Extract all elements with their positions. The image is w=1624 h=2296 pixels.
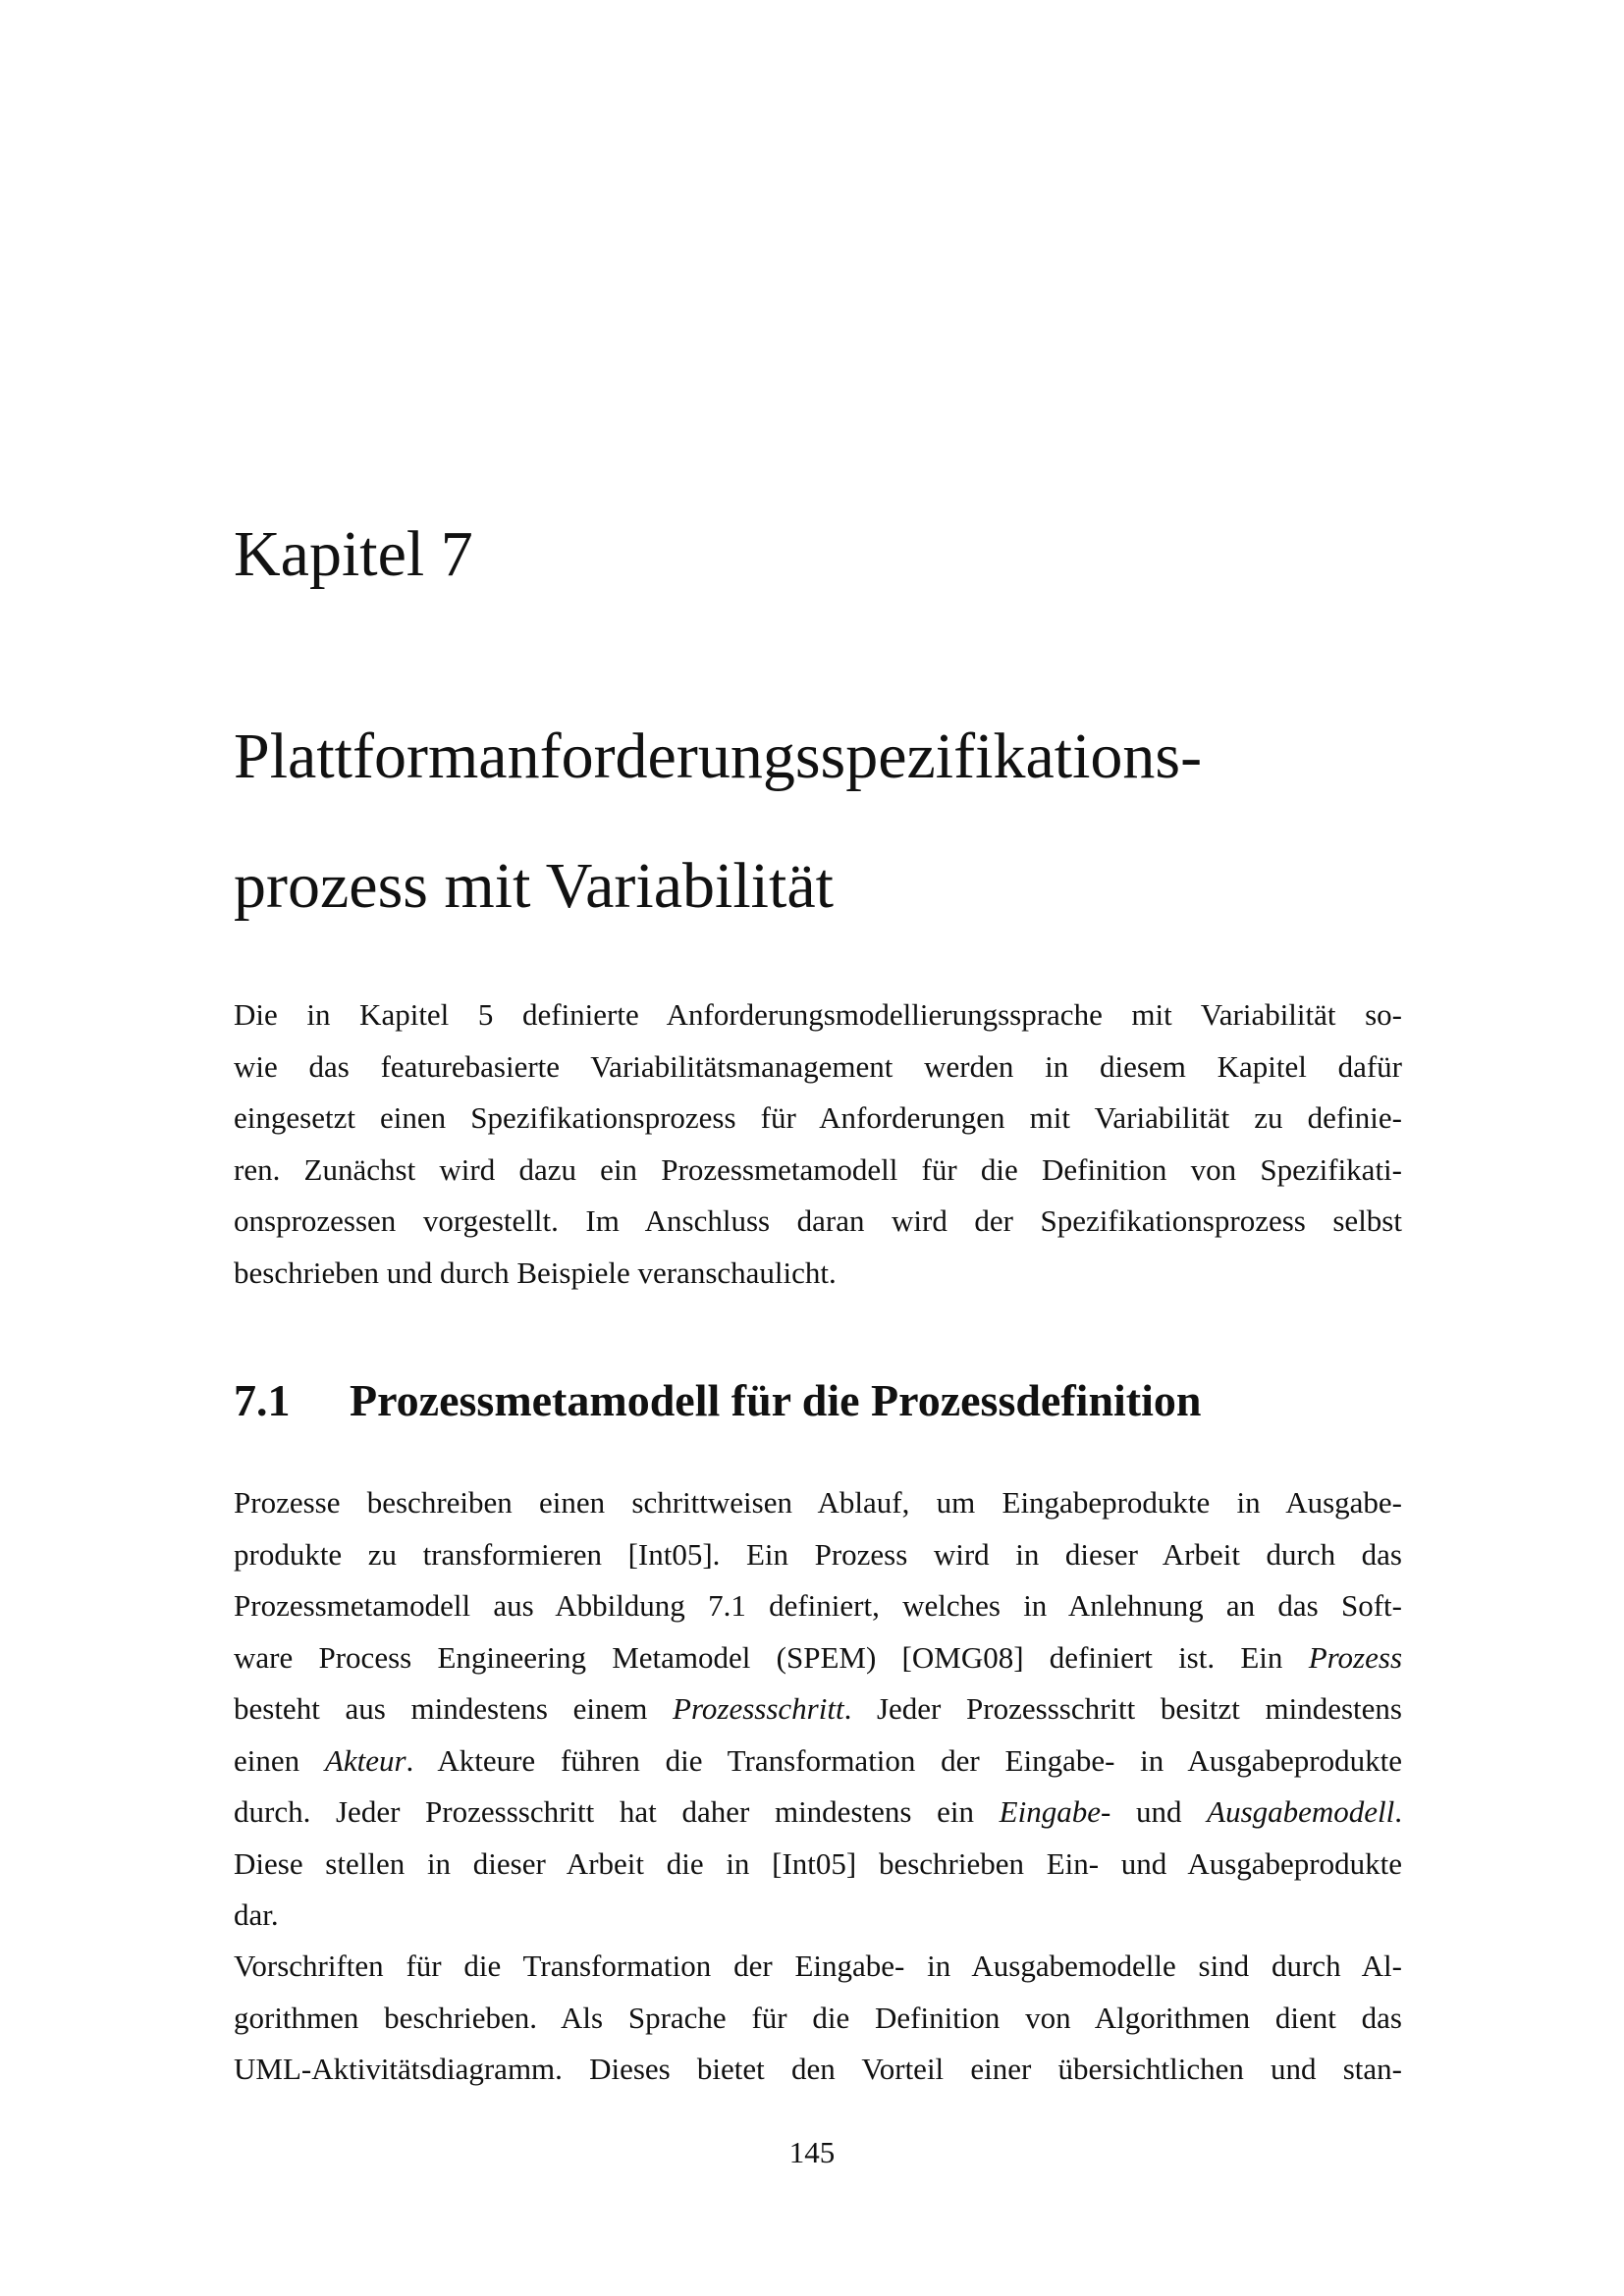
text-segment: durch. Jeder Prozessschritt hat daher mindestens ein xyxy=(234,1794,974,1829)
intro-line: beschrieben und durch Beispiele veranschaulicht. xyxy=(234,1255,837,1290)
body-line: produkte zu transformieren [Int05]. Ein Prozess wird in dieser Arbeit durch das xyxy=(234,1536,1402,1572)
section-heading xyxy=(234,1374,1202,1426)
body-line xyxy=(234,1787,1402,1839)
intro-line: ren. Zunächst wird dazu ein Prozessmetamodell für die Definition von Spezifikati- xyxy=(234,1151,1402,1187)
chapter-label: Kapitel 7 xyxy=(234,518,473,590)
intro-paragraph xyxy=(234,989,1402,1299)
body-line xyxy=(234,1735,1402,1788)
text-segment: . Jeder Prozessschritt besitzt mindestens xyxy=(843,1691,1402,1726)
term-ausgabemodell: Ausgabemodell xyxy=(1207,1794,1395,1829)
chapter-title-line-1: Plattformanforderungsspezifikations- xyxy=(234,721,1203,792)
body-line: Vorschriften für die Transformation der Eingabe- in Ausgabemodelle sind durch Al- xyxy=(234,1949,1402,1983)
text-segment: . xyxy=(1394,1794,1403,1829)
body-line: UML-Aktivitätsdiagramm. Dieses bietet den Vorteil einer übersichtlichen und stan- xyxy=(234,2052,1402,2086)
intro-line: wie das featurebasierte Variabilitätsmanagement werden in diesem Kapitel dafür xyxy=(234,1048,1402,1084)
term-akteur: Akteur xyxy=(324,1742,406,1778)
text-segment: besteht aus mindestens einem xyxy=(234,1691,648,1726)
body-line xyxy=(234,1632,1402,1684)
term-prozessschritt: Prozessschritt xyxy=(673,1691,844,1726)
section-title: Prozessmetamodell für die Prozessdefinition xyxy=(350,1375,1202,1425)
body-line: Prozesse beschreiben einen schrittweisen Ablauf, um Eingabeprodukte in Ausgabe- xyxy=(234,1485,1402,1520)
body-line: Diese stellen in dieser Arbeit die in [Int05] beschrieben Ein- und Ausgabeprodukte xyxy=(234,1845,1402,1881)
chapter-title xyxy=(234,692,1471,951)
body-line xyxy=(234,1683,1402,1735)
term-eingabe: Eingabe- xyxy=(999,1794,1111,1829)
intro-line: eingesetzt einen Spezifikationsprozess für Anforderungen mit Variabilität zu definie- xyxy=(234,1100,1402,1135)
text-segment: einen xyxy=(234,1742,300,1778)
body-paragraph-2 xyxy=(234,1941,1402,2096)
intro-line: onsprozessen vorgestellt. Im Anschluss daran wird der Spezifikationsprozess selbst xyxy=(234,1203,1402,1238)
body-line: Prozessmetamodell aus Abbildung 7.1 definiert, welches in Anlehnung an das Soft- xyxy=(234,1588,1402,1623)
text-segment: . Akteure führen die Transformation der Eingabe- in Ausgabeprodukte xyxy=(406,1742,1402,1778)
text-segment: ware Process Engineering Metamodel (SPEM) [OMG08] definiert ist. Ein xyxy=(234,1639,1283,1675)
term-prozess: Prozess xyxy=(1308,1639,1403,1675)
section-number: 7.1 xyxy=(234,1375,291,1425)
intro-line: Die in Kapitel 5 definierte Anforderungsmodellierungssprache mit Variabilität so- xyxy=(234,997,1402,1032)
body-line: dar. xyxy=(234,1897,279,1932)
body-paragraph-1 xyxy=(234,1477,1402,1942)
text-segment: und xyxy=(1135,1794,1182,1829)
body-line: gorithmen beschrieben. Als Sprache für die Definition von Algorithmen dient das xyxy=(234,2000,1402,2035)
chapter-title-line-2: prozess mit Variabilität xyxy=(234,850,834,922)
page-number: 145 xyxy=(788,2135,836,2169)
